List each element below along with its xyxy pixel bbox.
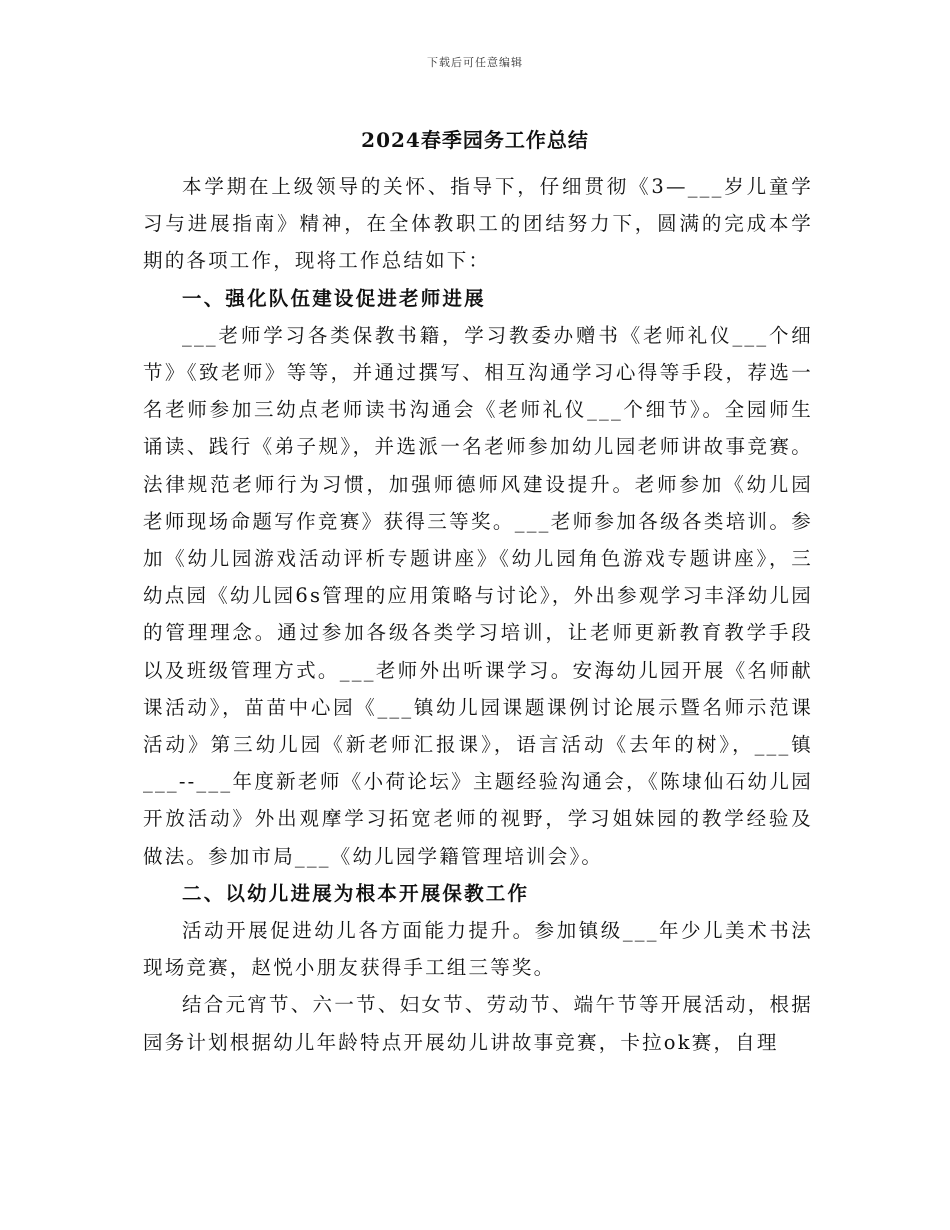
section-2-paragraph-2: 结合元宵节、六一节、妇女节、劳动节、端午节等开展活动，根据园务计划根据幼儿年龄特点开展幼儿讲故事竞赛，卡拉ok赛，自理	[143, 993, 813, 1054]
section-1-paragraph: ___老师学习各类保教书籍，学习教委办赠书《老师礼仪___个细节》《致老师》等等，并通过撰写、相互沟通学习心得等手段，荐选一名老师参加三幼点老师读书沟通会《老师礼仪___个细节》。全园师生诵读、践行《弟子规》，并选派一名老师参加幼儿园老师讲故事竞赛。法律规范老师行为习惯，加强师德师风建设提升。老师参加《幼儿园老师现场命题写作竞赛》获得三等奖。___老师参加各级各类培训。参加《幼儿园游戏活动评析专题讲座》《幼儿园角色游戏专题讲座》，三幼点园《幼儿园6s管理的应用策略与讨论》，外出参观学习丰泽幼儿园的管理理念。通过参加各级各类学习培训，让老师更新教育教学手段以及班级管理方式。___老师外出听课学习。安海幼儿园开展《名师献课活动》，苗苗中心园《___镇幼儿园课题课例讨论展示暨名师示范课活动》第三幼儿园《新老师汇报课》，语言活动《去年的树》，___镇___--___年度新老师《小荷论坛》主题经验沟通会，《陈埭仙石幼儿园开放活动》外出观摩学习拓宽老师的视野，学习姐妹园的教学经验及做法。参加市局___《幼儿园学籍管理培训会》。	[143, 323, 813, 868]
section-1-heading: 一、强化队伍建设促进老师进展	[182, 286, 486, 310]
header-note: 下载后可任意编辑	[427, 56, 523, 69]
section-2-paragraph-1: 活动开展促进幼儿各方面能力提升。参加镇级___年少儿美术书法现场竞赛，赵悦小朋友获得手工组三等奖。	[143, 919, 813, 980]
section-2-heading: 二、以幼儿进展为根本开展保教工作	[182, 881, 530, 905]
intro-paragraph: 本学期在上级领导的关怀、指导下，仔细贯彻《3—___岁儿童学习与进展指南》精神，在全体教职工的团结努力下，圆满的完成本学期的各项工作，现将工作总结如下：	[143, 175, 813, 273]
document-title: 2024春季园务工作总结	[361, 128, 589, 152]
document-body	[143, 168, 813, 1061]
